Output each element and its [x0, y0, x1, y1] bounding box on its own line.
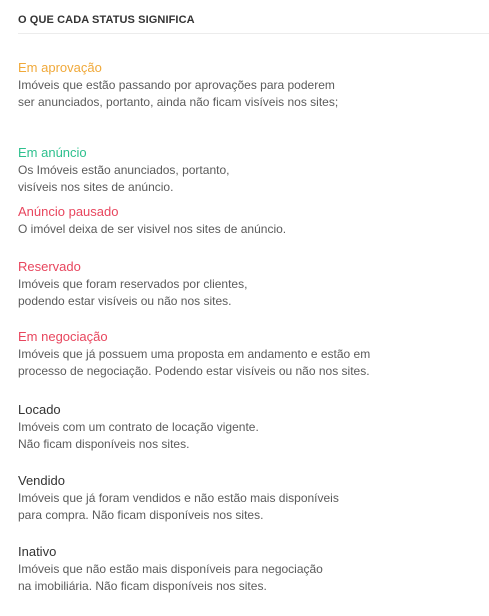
status-description-anuncio-pausado	[18, 221, 478, 238]
status-description-line: Imóveis que estão passando por aprovações para poderem	[18, 78, 335, 92]
status-description-reservado	[18, 276, 478, 310]
status-description-line: Imóveis que não estão mais disponíveis para negociação	[18, 562, 323, 576]
status-item-inativo	[18, 543, 478, 595]
status-name-em-anuncio: Em anúncio	[18, 145, 87, 160]
status-description-inativo	[18, 561, 478, 595]
status-description-line: Os Imóveis estão anunciados, portanto,	[18, 163, 230, 177]
status-description-vendido	[18, 490, 478, 524]
status-description-line: ser anunciados, portanto, ainda não ficam visíveis nos sites;	[18, 95, 339, 109]
status-name-em-aprovacao: Em aprovação	[18, 60, 102, 75]
status-name-vendido: Vendido	[18, 473, 65, 488]
status-description-line: Imóveis que foram reservados por clientes,	[18, 277, 248, 291]
status-item-locado	[18, 401, 478, 453]
status-item-em-anuncio	[18, 144, 478, 196]
status-description-line: para compra. Não ficam disponíveis nos sites.	[18, 508, 264, 522]
status-name-locado: Locado	[18, 402, 61, 417]
status-description-line: na imobiliária. Não ficam disponíveis nos sites.	[18, 579, 267, 593]
status-name-em-negociacao: Em negociação	[18, 329, 108, 344]
status-item-vendido	[18, 472, 478, 524]
status-description-line: Imóveis com um contrato de locação vigente.	[18, 420, 259, 434]
status-item-anuncio-pausado	[18, 203, 478, 238]
status-item-reservado	[18, 258, 478, 310]
status-item-em-negociacao	[18, 328, 478, 380]
status-description-line: O imóvel deixa de ser visivel nos sites de anúncio.	[18, 222, 287, 236]
status-description-line: Imóveis que já possuem uma proposta em andamento e estão em	[18, 347, 371, 361]
status-item-em-aprovacao	[18, 59, 478, 111]
status-description-line: Imóveis que já foram vendidos e não estão mais disponíveis	[18, 491, 339, 505]
status-description-line: visíveis nos sites de anúncio.	[18, 180, 174, 194]
status-name-reservado: Reservado	[18, 259, 81, 274]
status-name-inativo: Inativo	[18, 544, 57, 559]
panel-title: O QUE CADA STATUS SIGNIFICA	[18, 14, 195, 26]
status-description-em-negociacao	[18, 346, 478, 380]
status-description-line: processo de negociação. Podendo estar visíveis ou não nos sites.	[18, 364, 370, 378]
panel-header	[18, 0, 489, 34]
status-name-anuncio-pausado: Anúncio pausado	[18, 204, 119, 219]
status-description-locado	[18, 419, 478, 453]
status-description-line: Não ficam disponíveis nos sites.	[18, 437, 190, 451]
status-description-line: podendo estar visíveis ou não nos sites.	[18, 294, 232, 308]
status-description-em-aprovacao	[18, 77, 478, 111]
status-description-em-anuncio	[18, 162, 478, 196]
